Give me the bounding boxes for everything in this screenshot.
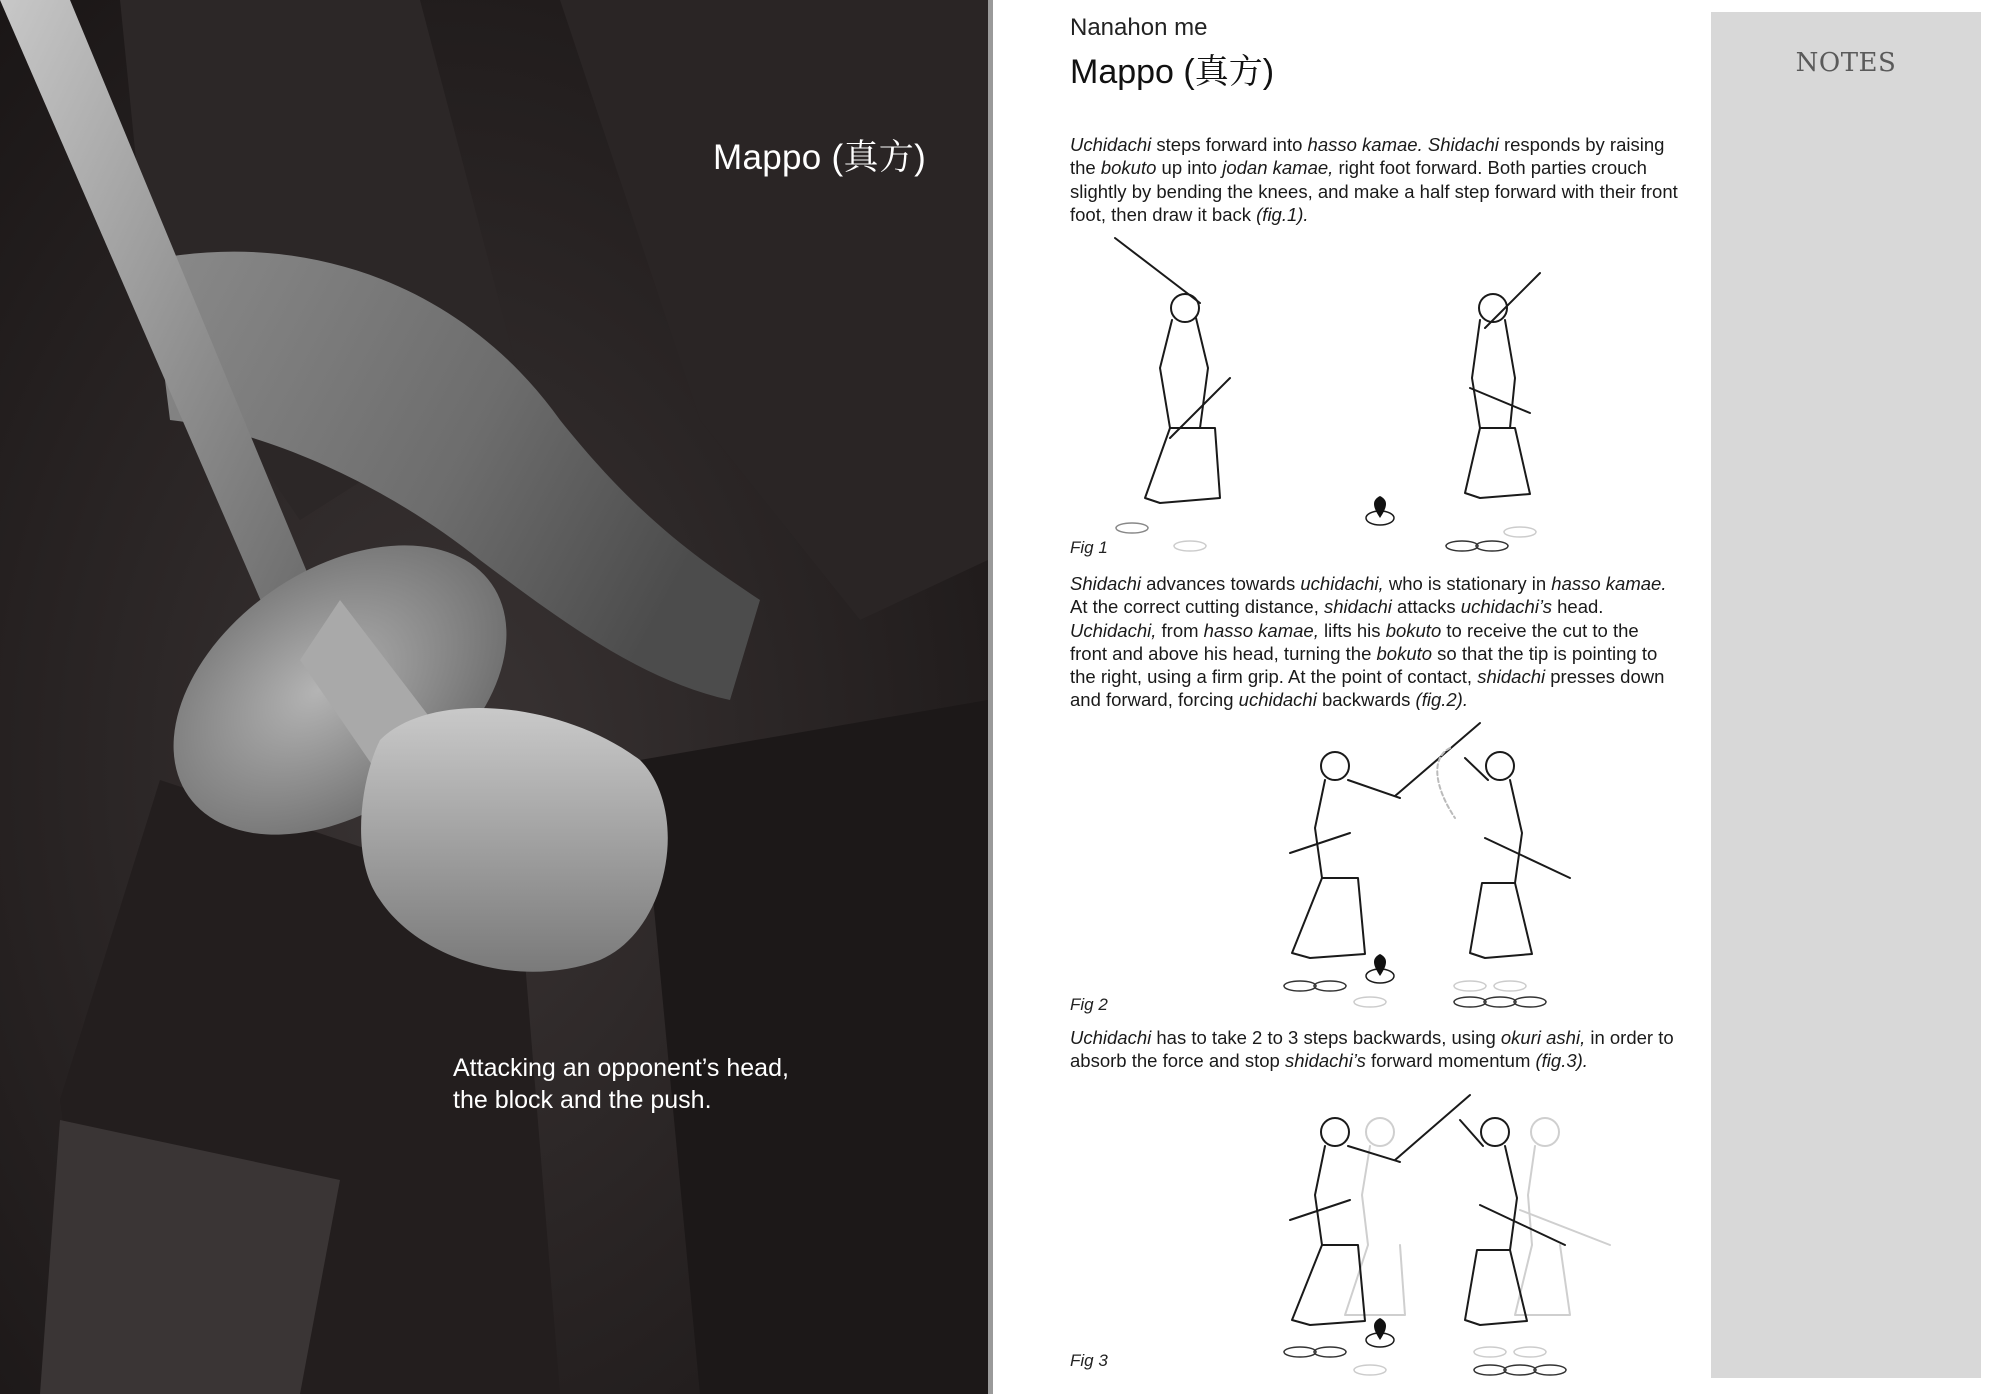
text-run: up into xyxy=(1156,157,1223,179)
shidachi-figure xyxy=(1290,1095,1470,1325)
italic-term: (fig.2). xyxy=(1415,689,1468,711)
paragraph-3 xyxy=(1070,1026,1680,1073)
footprints-icon xyxy=(1284,981,1546,1007)
italic-term: okuri ashi, xyxy=(1500,1027,1586,1048)
text-run: forward momentum xyxy=(1365,1050,1536,1072)
text-run: who is stationary in xyxy=(1383,573,1552,594)
footprints-icon xyxy=(1116,523,1536,551)
notes-label: NOTES xyxy=(1795,48,1897,78)
text-run: steps forward into xyxy=(1151,134,1308,155)
italic-term: shidachi xyxy=(1477,666,1546,688)
italic-term: Shidachi xyxy=(1427,134,1499,155)
italic-term: Uchidachi, xyxy=(1070,619,1157,641)
text-run: from xyxy=(1156,619,1204,641)
italic-term: hasso kamae. xyxy=(1551,573,1667,594)
figure-1-illustration xyxy=(1100,228,1600,558)
text-run: to receive the cut to the front and above his head, turning the xyxy=(1070,619,1639,664)
italic-term: bokuto xyxy=(1100,157,1157,179)
left-page-photo xyxy=(0,0,988,1394)
italic-term: bokuto xyxy=(1376,642,1433,664)
italic-term: bokuto xyxy=(1385,619,1442,641)
section-subtitle: Nanahon me xyxy=(1070,14,1208,41)
photo-title: Mappo (真方) xyxy=(713,138,927,177)
caption-line: the block and the push. xyxy=(453,1086,712,1114)
shidachi-figure xyxy=(1290,723,1480,958)
photo-caption xyxy=(453,1052,789,1116)
figure-2-label: Fig 2 xyxy=(1070,995,1108,1014)
italic-term: uchidachi’s xyxy=(1460,596,1552,618)
position-marker-icon xyxy=(1366,496,1394,525)
text-run: so that the tip is pointing to the right, using a firm grip. At the point of contact, xyxy=(1070,642,1658,688)
uchidachi-figure xyxy=(1465,273,1540,498)
text-run: head. xyxy=(1551,596,1604,618)
text-run: in order to absorb the force and stop xyxy=(1070,1027,1674,1072)
figure-3-label: Fig 3 xyxy=(1070,1351,1108,1370)
hakama-fold xyxy=(640,700,988,1394)
italic-term: jodan kamae, xyxy=(1222,157,1334,179)
italic-term: shidachi xyxy=(1324,596,1392,618)
position-marker-icon xyxy=(1366,1318,1394,1347)
italic-term: Uchidachi xyxy=(1070,134,1152,155)
text-run: right foot forward. Both parties crouch slightly by bending the knees, and make a half step forward with their front foot, then draw it back xyxy=(1070,157,1678,225)
italic-term: hasso kamae, xyxy=(1203,619,1319,641)
caption-line: Attacking an opponent’s head, xyxy=(453,1054,789,1082)
footprints-icon xyxy=(1284,1347,1566,1375)
italic-term: hasso kamae. xyxy=(1307,134,1423,155)
figure-2-illustration xyxy=(1270,718,1650,1018)
shidachi-figure xyxy=(1115,238,1230,503)
figure-1-label: Fig 1 xyxy=(1070,538,1108,557)
text-run: has to take 2 to 3 steps backwards, using xyxy=(1151,1027,1501,1048)
text-run: advances towards xyxy=(1140,573,1301,594)
paragraph-2 xyxy=(1070,572,1680,712)
text-run: backwards xyxy=(1316,689,1416,711)
page-title: Mappo (真方) xyxy=(1070,53,1275,91)
notes-panel xyxy=(1711,12,1981,1378)
text-run: presses down and forward, forcing xyxy=(1070,666,1665,711)
italic-term: (fig.1). xyxy=(1256,203,1309,225)
text-run: responds by raising the xyxy=(1070,134,1665,179)
italic-term: (fig.3). xyxy=(1535,1050,1588,1072)
paragraph-1 xyxy=(1070,133,1680,226)
text-run: At the correct cutting distance, xyxy=(1070,596,1324,618)
text-run: lifts his xyxy=(1318,619,1386,641)
text-run: attacks xyxy=(1391,596,1461,618)
italic-term: uchidachi xyxy=(1238,689,1317,711)
italic-term: Uchidachi xyxy=(1070,1027,1152,1048)
uchidachi-figure xyxy=(1465,752,1570,958)
ghost-figures xyxy=(1345,1118,1610,1315)
italic-term: uchidachi, xyxy=(1300,573,1384,594)
italic-term: Shidachi xyxy=(1070,573,1141,594)
position-marker-icon xyxy=(1366,954,1394,983)
figure-3-illustration xyxy=(1270,1090,1670,1380)
italic-term: shidachi’s xyxy=(1284,1050,1366,1072)
kendo-photo xyxy=(0,0,988,1394)
